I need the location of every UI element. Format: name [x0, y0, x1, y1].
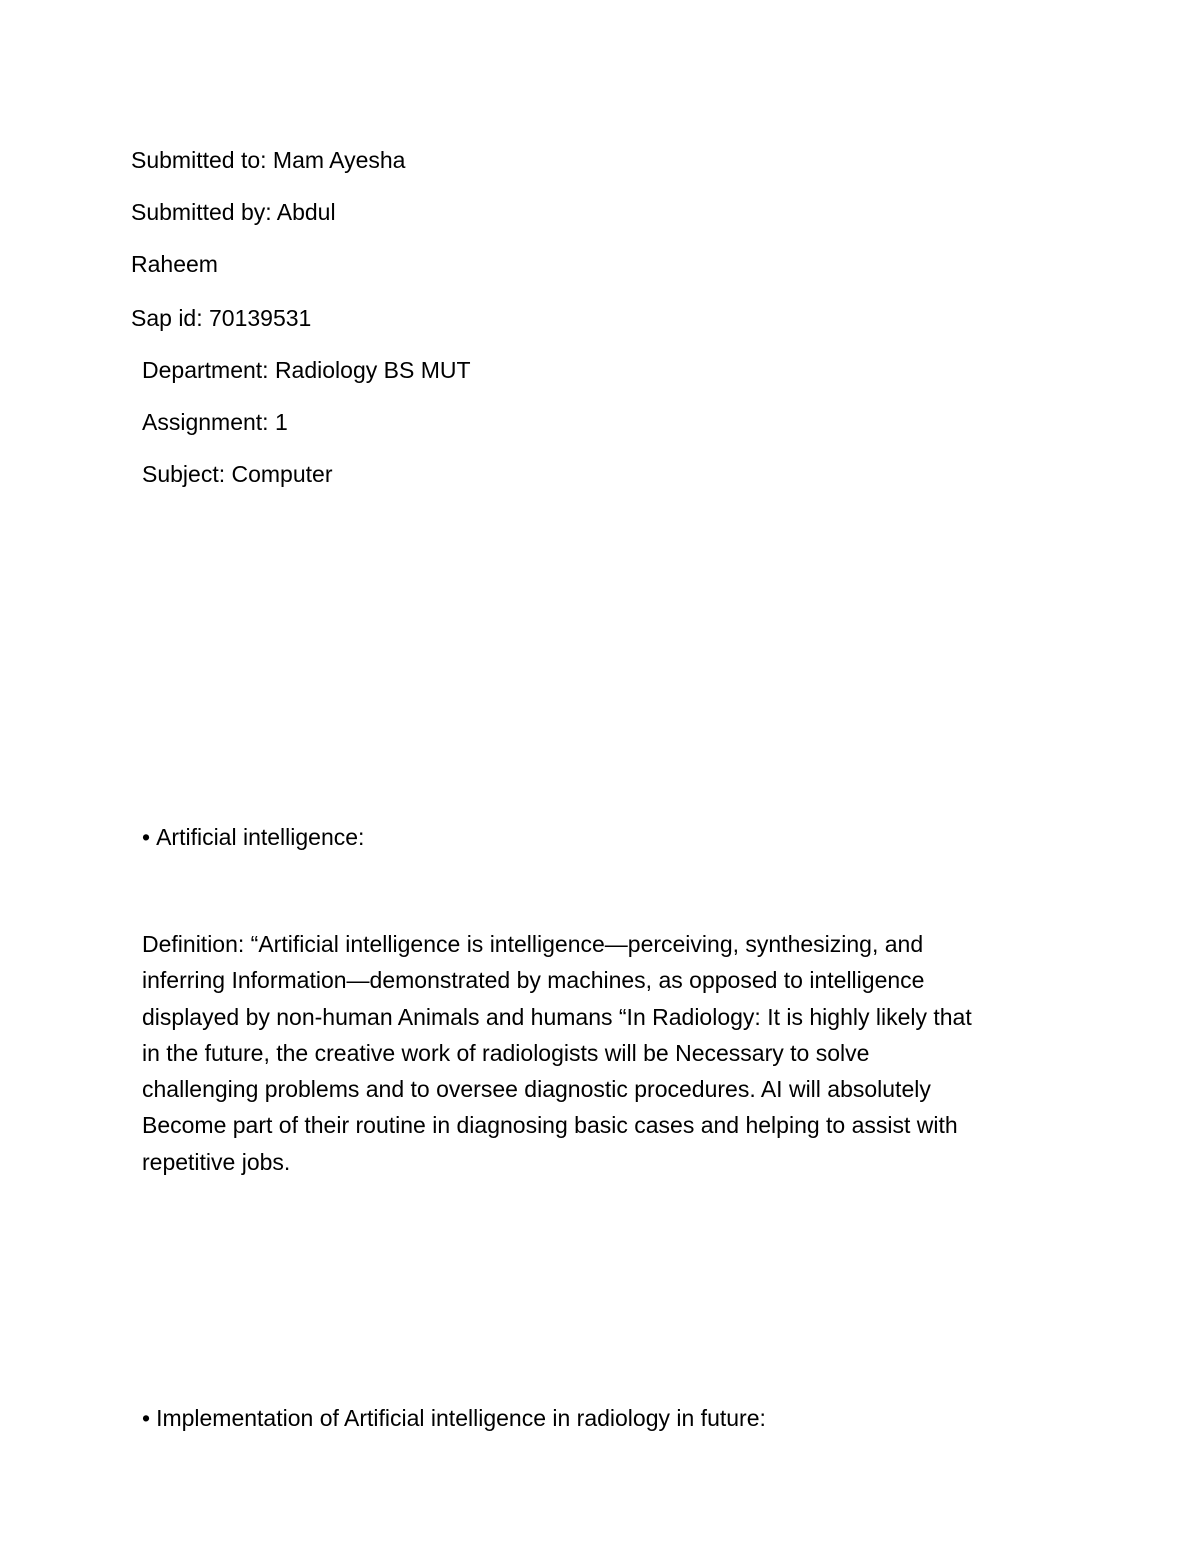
section-heading-implementation — [142, 1405, 766, 1431]
department: Department: Radiology BS MUT — [142, 357, 471, 383]
definition-paragraph — [142, 926, 1082, 1180]
submitted-by-continued: Raheem — [131, 251, 218, 277]
paragraph-line: in the future, the creative work of radiologists will be Necessary to solve — [142, 1039, 870, 1066]
paragraph-line: Become part of their routine in diagnosing basic cases and helping to assist with — [142, 1112, 958, 1139]
assignment: Assignment: 1 — [142, 409, 288, 435]
section-heading-ai — [142, 824, 364, 850]
paragraph-line: challenging problems and to oversee diagnostic procedures. AI will absolutely — [142, 1076, 931, 1103]
submitted-to: Submitted to: Mam Ayesha — [131, 147, 406, 173]
subject: Subject: Computer — [142, 461, 333, 487]
section-heading-text: Implementation of Artificial intelligence in radiology in future: — [156, 1405, 766, 1431]
paragraph-line: inferring Information—demonstrated by machines, as opposed to intelligence — [142, 967, 925, 994]
sap-id: Sap id: 70139531 — [131, 305, 312, 331]
submitted-by: Submitted by: Abdul — [131, 199, 336, 225]
bullet-icon: • — [142, 1405, 151, 1431]
paragraph-line: displayed by non-human Animals and humans “In Radiology: It is highly likely that — [142, 1003, 972, 1030]
paragraph-line: Definition: “Artificial intelligence is intelligence—perceiving, synthesizing, and — [142, 931, 924, 957]
section-heading-text: Artificial intelligence: — [156, 824, 365, 850]
paragraph-line: repetitive jobs. — [142, 1148, 291, 1175]
bullet-icon: • — [142, 824, 151, 850]
